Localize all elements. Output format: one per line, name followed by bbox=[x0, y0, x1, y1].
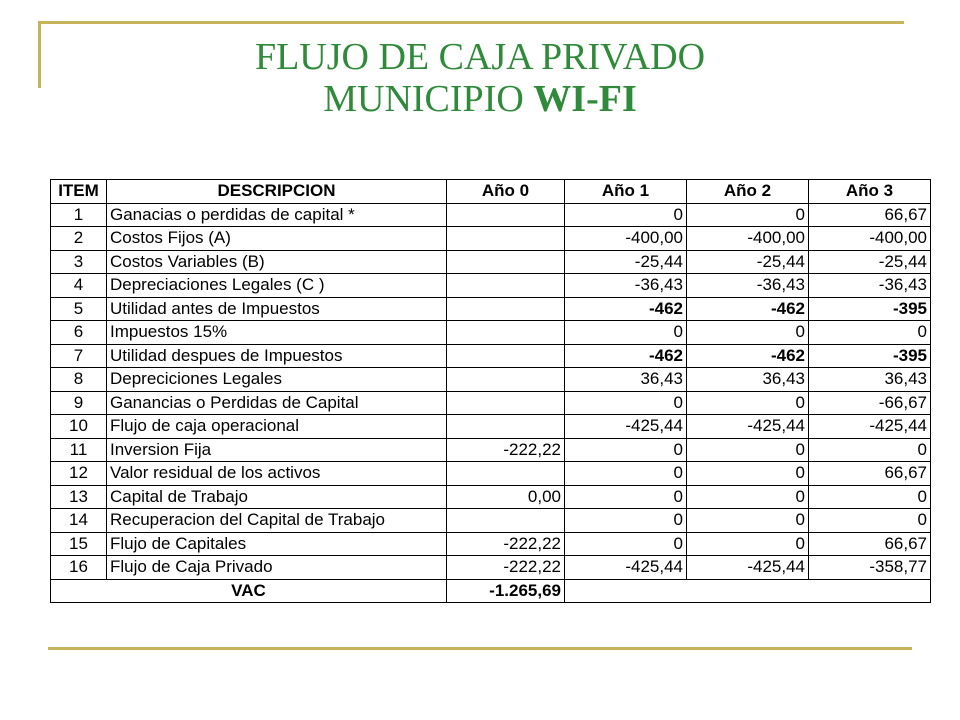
table-row bbox=[51, 368, 931, 392]
row-description-cell: Capital de Trabajo bbox=[107, 485, 447, 509]
row-item-cell: 7 bbox=[51, 344, 107, 368]
row-year-2-cell: -425,44 bbox=[687, 415, 809, 439]
row-year-3-cell: 66,67 bbox=[809, 462, 931, 486]
row-description-cell: Flujo de Capitales bbox=[107, 532, 447, 556]
row-year-0-cell bbox=[447, 227, 565, 251]
row-year-1-cell: 0 bbox=[565, 485, 687, 509]
row-year-3-cell: 66,67 bbox=[809, 532, 931, 556]
row-year-2-cell: 0 bbox=[687, 203, 809, 227]
row-description-cell: Depreciciones Legales bbox=[107, 368, 447, 392]
vac-value: -1.265,69 bbox=[447, 579, 565, 603]
row-year-3-cell: 36,43 bbox=[809, 368, 931, 392]
table-row bbox=[51, 250, 931, 274]
row-year-2-cell: -36,43 bbox=[687, 274, 809, 298]
row-year-1-cell: 0 bbox=[565, 462, 687, 486]
row-year-3-cell: -400,00 bbox=[809, 227, 931, 251]
table-row bbox=[51, 509, 931, 533]
row-item-cell: 11 bbox=[51, 438, 107, 462]
row-year-2-cell: -462 bbox=[687, 344, 809, 368]
vac-label: VAC bbox=[51, 579, 447, 603]
row-year-3-cell: -36,43 bbox=[809, 274, 931, 298]
row-item-cell: 13 bbox=[51, 485, 107, 509]
row-year-0-cell: -222,22 bbox=[447, 556, 565, 580]
row-year-2-cell: 0 bbox=[687, 532, 809, 556]
title-line-2-prefix: MUNICIPIO bbox=[323, 78, 534, 120]
row-year-1-cell: -400,00 bbox=[565, 227, 687, 251]
row-description-cell: Utilidad despues de Impuestos bbox=[107, 344, 447, 368]
table-row bbox=[51, 556, 931, 580]
row-item-cell: 14 bbox=[51, 509, 107, 533]
row-year-2-cell: 0 bbox=[687, 438, 809, 462]
row-year-2-cell: 0 bbox=[687, 321, 809, 345]
row-description-cell: Utilidad antes de Impuestos bbox=[107, 297, 447, 321]
row-year-1-cell: 0 bbox=[565, 509, 687, 533]
row-year-2-cell: 0 bbox=[687, 485, 809, 509]
row-year-0-cell bbox=[447, 250, 565, 274]
row-year-3-cell: -395 bbox=[809, 344, 931, 368]
row-year-1-cell: -25,44 bbox=[565, 250, 687, 274]
table-row bbox=[51, 274, 931, 298]
row-year-0-cell bbox=[447, 321, 565, 345]
header-year-1: Año 1 bbox=[565, 180, 687, 204]
row-item-cell: 12 bbox=[51, 462, 107, 486]
row-year-2-cell: -25,44 bbox=[687, 250, 809, 274]
row-year-3-cell: -358,77 bbox=[809, 556, 931, 580]
row-year-2-cell: 0 bbox=[687, 462, 809, 486]
row-year-1-cell: 0 bbox=[565, 321, 687, 345]
row-description-cell: Ganacias o perdidas de capital * bbox=[107, 203, 447, 227]
table-row bbox=[51, 391, 931, 415]
row-year-1-cell: -462 bbox=[565, 344, 687, 368]
row-year-0-cell: -222,22 bbox=[447, 532, 565, 556]
row-year-2-cell: -425,44 bbox=[687, 556, 809, 580]
row-year-1-cell: 0 bbox=[565, 391, 687, 415]
row-description-cell: Inversion Fija bbox=[107, 438, 447, 462]
row-item-cell: 6 bbox=[51, 321, 107, 345]
row-year-1-cell: 0 bbox=[565, 532, 687, 556]
row-item-cell: 2 bbox=[51, 227, 107, 251]
table-row bbox=[51, 532, 931, 556]
row-year-3-cell: -425,44 bbox=[809, 415, 931, 439]
row-description-cell: Impuestos 15% bbox=[107, 321, 447, 345]
row-year-2-cell: 0 bbox=[687, 391, 809, 415]
row-year-1-cell: -462 bbox=[565, 297, 687, 321]
table-row bbox=[51, 485, 931, 509]
vac-empty bbox=[565, 579, 931, 603]
row-year-3-cell: -66,67 bbox=[809, 391, 931, 415]
row-item-cell: 16 bbox=[51, 556, 107, 580]
row-year-0-cell bbox=[447, 415, 565, 439]
row-description-cell: Costos Variables (B) bbox=[107, 250, 447, 274]
row-year-3-cell: 66,67 bbox=[809, 203, 931, 227]
header-description: DESCRIPCION bbox=[107, 180, 447, 204]
row-year-0-cell bbox=[447, 391, 565, 415]
row-year-0-cell bbox=[447, 462, 565, 486]
row-description-cell: Ganancias o Perdidas de Capital bbox=[107, 391, 447, 415]
header-year-2: Año 2 bbox=[687, 180, 809, 204]
row-description-cell: Valor residual de los activos bbox=[107, 462, 447, 486]
row-description-cell: Flujo de Caja Privado bbox=[107, 556, 447, 580]
row-item-cell: 1 bbox=[51, 203, 107, 227]
row-year-2-cell: -462 bbox=[687, 297, 809, 321]
slide-title bbox=[0, 36, 960, 120]
table-row bbox=[51, 415, 931, 439]
row-description-cell: Flujo de caja operacional bbox=[107, 415, 447, 439]
title-line-2-bold: WI-FI bbox=[533, 78, 637, 120]
row-year-0-cell bbox=[447, 297, 565, 321]
row-year-1-cell: -425,44 bbox=[565, 556, 687, 580]
table-row bbox=[51, 344, 931, 368]
row-item-cell: 15 bbox=[51, 532, 107, 556]
row-year-1-cell: 0 bbox=[565, 438, 687, 462]
row-description-cell: Costos Fijos (A) bbox=[107, 227, 447, 251]
row-item-cell: 8 bbox=[51, 368, 107, 392]
row-year-0-cell bbox=[447, 344, 565, 368]
row-year-3-cell: 0 bbox=[809, 438, 931, 462]
row-item-cell: 3 bbox=[51, 250, 107, 274]
row-item-cell: 4 bbox=[51, 274, 107, 298]
row-year-1-cell: 36,43 bbox=[565, 368, 687, 392]
table-row bbox=[51, 203, 931, 227]
row-year-2-cell: 36,43 bbox=[687, 368, 809, 392]
row-year-1-cell: -36,43 bbox=[565, 274, 687, 298]
bottom-rule bbox=[48, 647, 912, 650]
table-row bbox=[51, 227, 931, 251]
row-year-3-cell: 0 bbox=[809, 485, 931, 509]
row-year-0-cell bbox=[447, 274, 565, 298]
row-year-3-cell: -395 bbox=[809, 297, 931, 321]
header-year-3: Año 3 bbox=[809, 180, 931, 204]
header-item: ITEM bbox=[51, 180, 107, 204]
table-row bbox=[51, 462, 931, 486]
row-year-0-cell: 0,00 bbox=[447, 485, 565, 509]
row-year-0-cell bbox=[447, 203, 565, 227]
row-year-1-cell: -425,44 bbox=[565, 415, 687, 439]
row-item-cell: 5 bbox=[51, 297, 107, 321]
table-row bbox=[51, 297, 931, 321]
table-row bbox=[51, 438, 931, 462]
cash-flow-table bbox=[50, 179, 931, 603]
row-year-2-cell: 0 bbox=[687, 509, 809, 533]
row-year-0-cell: -222,22 bbox=[447, 438, 565, 462]
row-item-cell: 9 bbox=[51, 391, 107, 415]
row-year-3-cell: 0 bbox=[809, 321, 931, 345]
header-row bbox=[51, 180, 931, 204]
row-description-cell: Recuperacion del Capital de Trabajo bbox=[107, 509, 447, 533]
title-line-1: FLUJO DE CAJA PRIVADO bbox=[254, 36, 706, 78]
row-year-2-cell: -400,00 bbox=[687, 227, 809, 251]
top-rule bbox=[40, 21, 904, 24]
row-year-3-cell: -25,44 bbox=[809, 250, 931, 274]
row-year-0-cell bbox=[447, 509, 565, 533]
row-year-1-cell: 0 bbox=[565, 203, 687, 227]
row-year-3-cell: 0 bbox=[809, 509, 931, 533]
row-year-0-cell bbox=[447, 368, 565, 392]
vac-row bbox=[51, 579, 931, 603]
row-item-cell: 10 bbox=[51, 415, 107, 439]
table-row bbox=[51, 321, 931, 345]
title-line-2 bbox=[0, 78, 960, 120]
header-year-0: Año 0 bbox=[447, 180, 565, 204]
row-description-cell: Depreciaciones Legales (C ) bbox=[107, 274, 447, 298]
